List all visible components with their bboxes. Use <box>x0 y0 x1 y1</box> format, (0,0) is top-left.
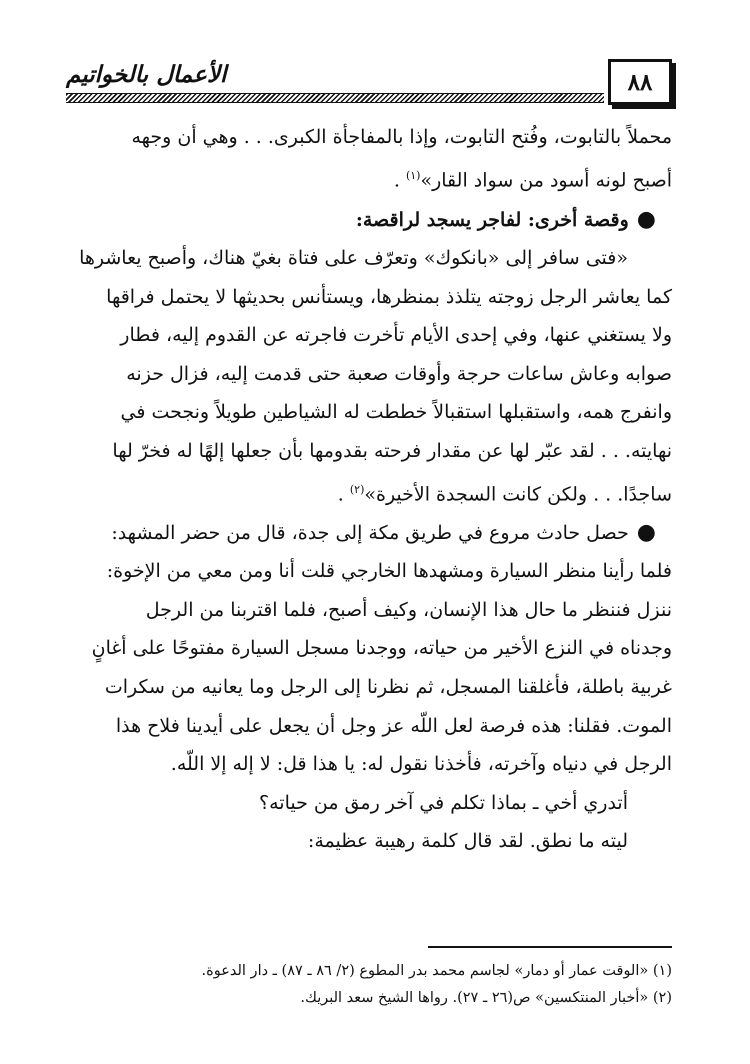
text-line: صوابه وعاش ساعات حرجة وأوقات صعبة حتى قدمت إليه، فزال حزنه <box>126 362 672 385</box>
text-line: «فتى سافر إلى «بانكوك» وتعرّف على فتاة بغيّ هناك، وأصبح يعاشرها <box>79 247 628 270</box>
footnote-ref: (١) <box>405 168 421 182</box>
header-rule <box>66 93 604 103</box>
bullet-icon: ● <box>636 519 656 545</box>
body-text <box>78 118 672 861</box>
footnote: (٢) «أخبار المنتكسين» ص(٢٦ ـ ٢٧). رواها الشيخ سعد البريك. <box>300 990 672 1006</box>
text-line: وانفرج همه، واستقبلها استقبالاً خططت له الشياطين طويلاً ونجحت في <box>120 401 672 424</box>
running-title: الأعمال بالخواتيم <box>66 62 227 88</box>
text-line: محملاً بالتابوت، وفُتح التابوت، وإذا بالمفاجأة الكبرى. . . وهي أن وجهه <box>131 126 672 148</box>
text-line: وجدناه في النزع الأخير من حياته، ووجدنا مسجل السيارة مفتوحًا على أغانٍ <box>91 637 672 660</box>
text-line: نهايته. . . لقد عبّر لها عن مقدار فرحته بقدومها بأن جعلها إلهًا له فخرّ لها <box>112 440 672 463</box>
text-line: ساجدًا. . . ولكن كانت السجدة الأخيرة»$^{(٢)}$ . <box>337 482 672 505</box>
text-line: أصبح لونه أسود من سواد القار»$^{(١)}$ . <box>393 168 672 191</box>
text-line: فلما رأينا منظر السيارة ومشهدها الخارجي قلت أنا ومن معي من الإخوة: <box>106 560 672 583</box>
text-line: كما يعاشر الرجل زوجته يتلذذ بمنظرها، ويستأنس بحديثها لا يحتمل فراقها <box>106 285 672 308</box>
text-line: ●حصل حادث مروع في طريق مكة إلى جدة، قال من حضر المشهد: <box>111 519 656 545</box>
page-number: ٨٨ <box>608 59 672 105</box>
text-line: ليته ما نطق. لقد قال كلمة رهيبة عظيمة: <box>307 830 628 853</box>
footnotes <box>78 958 672 1012</box>
bullet-icon: ● <box>636 205 656 232</box>
text-line: غربية باطلة، فأغلقنا المسجل، ثم نظرنا إلى الرجل وما يعانيه من سكرات <box>104 675 672 698</box>
page-header <box>66 57 672 107</box>
text-line: ولا يستغني عنها، وفي إحدى الأيام تأخرت فاجرته عن القدوم إليه، فطار <box>120 324 672 347</box>
text-line: أتدري أخي ـ بماذا تكلم في آخر رمق من حياته؟ <box>259 791 628 814</box>
section-heading: ●وقصة أخرى: لفاجر يسجد لراقصة: <box>355 205 656 232</box>
text-line: الموت. فقلنا: هذه فرصة لعل اللّه عز وجل أن يجعل على أيدينا فلاح هذا <box>115 714 672 737</box>
footnote-ref: (٢) <box>349 482 365 496</box>
text-line: ننزل فننظر ما حال هذا الإنسان، وكيف أصبح، فلما اقتربنا من الرجل <box>145 598 672 621</box>
footnote: (١) «الوقت عمار أو دمار» لجاسم محمد بدر المطوع (٢/ ٨٦ ـ ٨٧) ـ دار الدعوة. <box>201 963 672 979</box>
text-line: الرجل في دنياه وآخرته، فأخذنا نقول له: يا هذا قل: لا إله إلا اللّه. <box>170 753 672 776</box>
footnote-divider <box>428 946 672 948</box>
